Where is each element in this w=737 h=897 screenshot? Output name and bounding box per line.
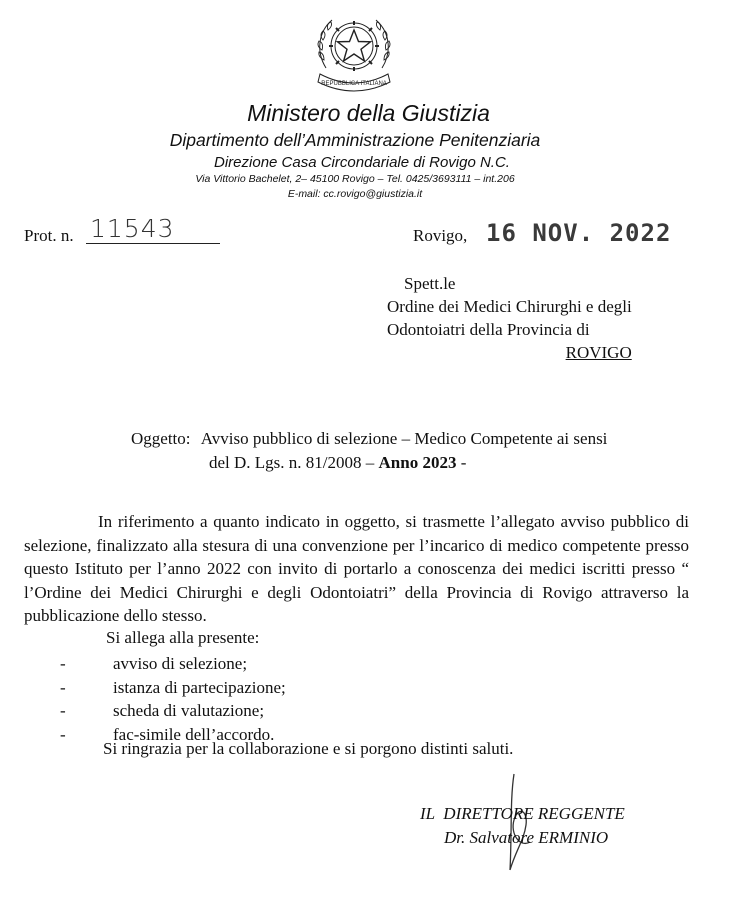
- subject-line-2: del D. Lgs. n. 81/2008 –: [209, 453, 379, 472]
- subject-year: Anno 2023: [378, 453, 457, 472]
- protocol-number: 11543: [90, 214, 175, 243]
- list-item: [60, 676, 286, 700]
- email-line: E-mail: cc.rovigo@giustizia.it: [287, 188, 423, 200]
- recipient-line-1: Ordine dei Medici Chirurghi e degli: [387, 297, 632, 316]
- list-item: [60, 652, 286, 676]
- recipient-line-2: Odontoiatri della Provincia di: [387, 320, 590, 339]
- date-stamp: 16 NOV. 2022: [486, 219, 672, 247]
- directorate-line: Direzione Casa Circondariale di Rovigo N.C.: [214, 154, 510, 171]
- subject-line-1: Avviso pubblico di selezione – Medico Competente ai sensi: [200, 429, 608, 448]
- ministry-title: Ministero della Giustizia: [247, 100, 490, 126]
- recipient-block: [387, 272, 632, 364]
- signatory-name: Dr. Salvatore ERMINIO: [444, 828, 609, 847]
- handwritten-signature: [480, 770, 560, 880]
- recipient-city: ROVIGO: [565, 343, 632, 362]
- subject-line-2-end: -: [456, 453, 467, 472]
- recipient-salutation: Spett.le: [404, 274, 456, 293]
- body-paragraph-text: In riferimento a quanto indicato in oggetto, si trasmette l’allegato avviso pubblico di selezione, finalizzato alla stesura di una convenzione per l’incarico di medico competente presso questo Istituto per l’anno 2022 con invito di portarlo a conoscenza dei medici iscritti presso “ l’Ordine dei Medici Chirurghi e degli Odontoiatri” della Provincia di Rovigo attraverso la pubblicazione dello stesso.: [24, 512, 689, 625]
- body-paragraph: [24, 510, 689, 628]
- signatory-title: IL DIRETTORE REGGENTE: [420, 804, 625, 823]
- list-item-text: fac-simile dell’accordo.: [113, 724, 275, 744]
- list-item: [60, 699, 286, 723]
- republic-emblem: [312, 8, 396, 94]
- list-dash: -: [60, 654, 66, 673]
- department-line: Dipartimento dell’Amministrazione Penitenziaria: [169, 130, 541, 150]
- address-line: Via Vittorio Bachelet, 2– 45100 Rovigo – Tel. 0425/3693111 – int.206: [195, 173, 515, 185]
- emblem-ribbon-text: REPUBBLICA ITALIANA: [321, 81, 387, 87]
- place-label: Rovigo,: [413, 226, 468, 245]
- list-item-text: scheda di valutazione;: [113, 701, 265, 720]
- list-dash: -: [60, 724, 66, 744]
- subject-block: [131, 427, 701, 475]
- attachments-intro: Si allega alla presente:: [106, 628, 260, 647]
- protocol-label: Prot. n.: [24, 226, 74, 245]
- list-item-text: istanza di partecipazione;: [113, 677, 286, 697]
- list-dash: -: [60, 701, 66, 720]
- closing-line: Si ringrazia per la collaborazione e si porgono distinti saluti.: [103, 739, 514, 758]
- subject-label: Oggetto:: [131, 429, 191, 448]
- list-dash: -: [60, 677, 66, 697]
- list-item-text: avviso di selezione;: [113, 654, 248, 673]
- attachments-list: [60, 652, 286, 746]
- protocol-underline: [86, 243, 220, 244]
